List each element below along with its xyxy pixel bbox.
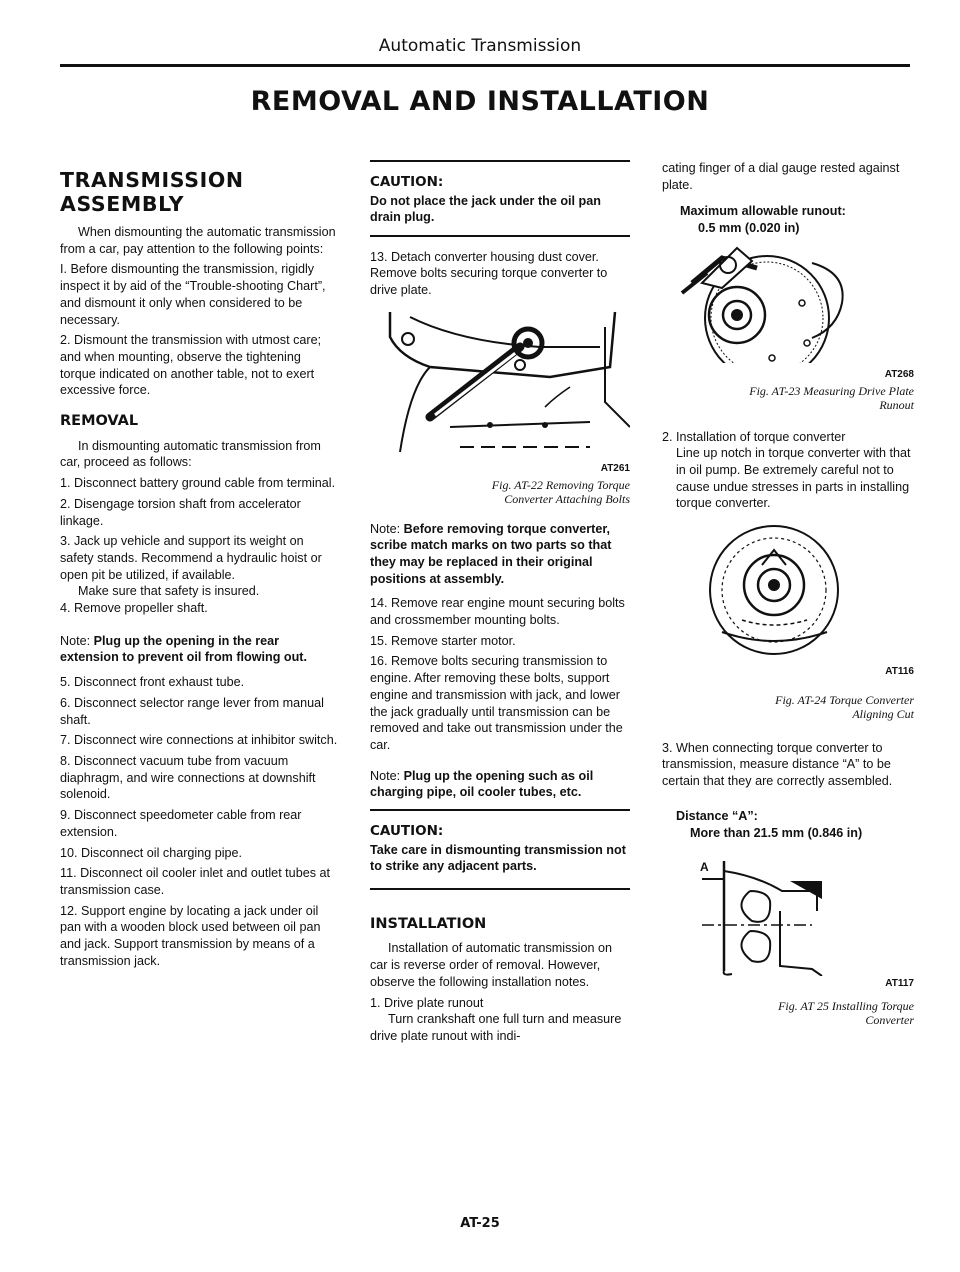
install-step-2-text: Line up notch in torque converter with that in oil pump. Be extremely careful not to cause undue stresses in parts in installing torque converter. xyxy=(676,446,911,511)
continued-text: cating finger of a dial gauge rested against plate. xyxy=(662,161,900,192)
caution2-rule-top xyxy=(370,809,630,811)
note-label: Note: xyxy=(370,768,401,783)
install-step-3: 3. When connecting torque converter to transmission, measure distance “A” to be certain that they are correctly assembled. xyxy=(662,740,893,789)
step-2: 2. Disengage torsion shaft from accelerator linkage. xyxy=(60,496,301,528)
distance-value: More than 21.5 mm (0.846 in) xyxy=(690,825,863,840)
running-head: Automatic Transmission xyxy=(378,36,582,56)
section-heading-line1: TRANSMISSION xyxy=(60,168,244,192)
figure-at24 xyxy=(662,520,914,722)
step-1: 1. Disconnect battery ground cable from terminal. xyxy=(60,476,336,491)
column-1 xyxy=(60,168,338,973)
figure-caption-line2: Runout xyxy=(879,398,914,413)
install-intro: Installation of automatic transmission on car is reverse order of removal. However, observe the following installation notes. xyxy=(370,941,613,989)
column-3 xyxy=(662,160,914,1028)
caution-rule-bottom xyxy=(370,235,630,237)
step-14: 14. Remove rear engine mount securing bolts and crossmember mounting bolts. xyxy=(370,596,625,628)
note-text: Before removing torque converter, scribe match marks on two parts so that they may be replaced in their original positions at assembly. xyxy=(370,521,612,586)
removal-intro: In dismounting automatic transmission from car, proceed as follows: xyxy=(60,438,321,470)
intro-paragraph: When dismounting the automatic transmission from a car, pay attention to the following points: xyxy=(60,225,336,256)
removing-bolts-illustration xyxy=(370,307,630,457)
figure-caption-line2: Converter Attaching Bolts xyxy=(504,492,630,507)
step-8: 8. Disconnect vacuum tube from vacuum diaphragm, and wire connections at downshift solenoid. xyxy=(60,753,316,802)
step-9: 9. Disconnect speedometer cable from rear extension. xyxy=(60,808,302,839)
step-3-continued: Make sure that safety is insured. xyxy=(78,584,260,599)
section-heading-line2: ASSEMBLY xyxy=(60,192,185,216)
note-match-marks xyxy=(370,521,630,588)
page-number: AT-25 xyxy=(460,1216,500,1231)
step-13: 13. Detach converter housing dust cover. Remove bolts securing torque converter to drive plate. xyxy=(370,249,608,298)
caution-heading: CAUTION: xyxy=(370,174,444,190)
note-text: Plug up the opening such as oil charging pipe, oil cooler tubes, etc. xyxy=(370,768,594,800)
runout-label: Maximum allowable runout: xyxy=(680,204,846,219)
step-4: 4. Remove propeller shaft. xyxy=(60,601,208,616)
runout-value: 0.5 mm (0.020 in) xyxy=(698,221,800,236)
figure-code: AT116 xyxy=(885,666,914,678)
note-plug-openings xyxy=(370,768,630,801)
figure-caption-line2: Converter xyxy=(865,1013,914,1028)
note-label: Note: xyxy=(60,633,91,648)
point-2: 2. Dismount the transmission with utmost care; and when mounting, observe the tightening torque indicated on another table, not to exert excessive force. xyxy=(60,333,322,398)
figure-code: AT117 xyxy=(885,978,914,990)
point-1: I. Before dismounting the transmission, rigidly inspect it by aid of the “Trouble-shooting Chart”, and dismount it only when considered to be necessary. xyxy=(60,262,326,327)
step-5: 5. Disconnect front exhaust tube. xyxy=(60,675,245,690)
distance-label: Distance “A”: xyxy=(676,808,758,823)
note-text: Plug up the opening in the rear extension to prevent oil from flowing out. xyxy=(60,633,307,665)
caution-text: Do not place the jack under the oil pan drain plug. xyxy=(370,193,601,224)
figure-code: AT268 xyxy=(884,368,914,380)
caution-rule-top xyxy=(370,160,630,162)
install-step-1-text: Turn crankshaft one full turn and measure drive plate runout with indi- xyxy=(370,1012,622,1043)
header-rule xyxy=(60,64,910,67)
step-12: 12. Support engine by locating a jack under oil pan with a wooden block used between oil pan and jack. Support transmission by means of a transmission jack. xyxy=(60,903,321,968)
removal-heading: REMOVAL xyxy=(60,413,139,430)
caution2-rule-bottom xyxy=(370,888,630,890)
figure-at22 xyxy=(370,307,630,507)
page-title: REMOVAL AND INSTALLATION xyxy=(250,86,710,117)
torque-converter-illustration xyxy=(662,520,914,660)
figure-at23 xyxy=(662,243,914,413)
note-rear-extension xyxy=(60,633,338,666)
step-3: 3. Jack up vehicle and support its weight on safety stands. Recommend a hydraulic hoist or open pit be utilized, if available. xyxy=(60,534,322,582)
step-7: 7. Disconnect wire connections at inhibitor switch. xyxy=(60,733,338,748)
caution2-heading: CAUTION: xyxy=(370,823,444,840)
step-16: 16. Remove bolts securing transmission to engine. After removing these bolts, support engine and transmission with jack, and lower the jack gradually until transmission can be removed and take out transmission under the car. xyxy=(370,654,623,752)
note-label: Note: xyxy=(370,521,401,536)
caution2-text: Take care in dismounting transmission not to strike any adjacent parts. xyxy=(370,842,626,873)
install-step-2: 2. Installation of torque converter xyxy=(662,429,846,444)
figure-caption-line1: Fig. AT-24 Torque Converter xyxy=(775,692,914,707)
figure-caption-line1: Fig. AT 25 Installing Torque xyxy=(778,998,914,1013)
step-15: 15. Remove starter motor. xyxy=(370,633,516,648)
figure-caption-line1: Fig. AT-22 Removing Torque xyxy=(491,477,630,492)
figure-code: AT261 xyxy=(600,462,630,474)
drive-plate-illustration xyxy=(662,243,914,363)
step-11: 11. Disconnect oil cooler inlet and outlet tubes at transmission case. xyxy=(60,866,330,897)
installation-heading: INSTALLATION xyxy=(370,915,487,932)
step-10: 10. Disconnect oil charging pipe. xyxy=(60,845,243,860)
dimension-a-label: A xyxy=(700,860,709,875)
column-2 xyxy=(370,160,630,1049)
figure-caption-line1: Fig. AT-23 Measuring Drive Plate xyxy=(749,383,914,398)
figure-at25 xyxy=(662,851,914,1028)
step-6: 6. Disconnect selector range lever from manual shaft. xyxy=(60,695,324,727)
install-step-1: 1. Drive plate runout xyxy=(370,995,484,1010)
figure-caption-line2: Aligning Cut xyxy=(852,707,914,722)
